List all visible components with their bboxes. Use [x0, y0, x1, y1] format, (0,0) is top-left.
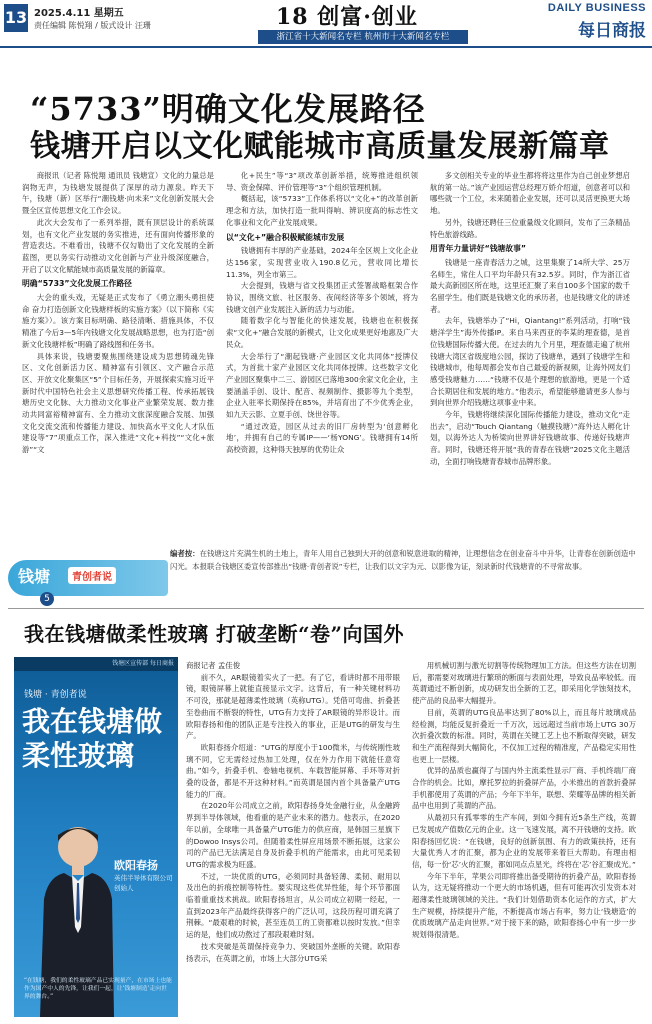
- paragraph: 多文创相关专业的毕业生都将将这里作为自己创业梦想启航的第一站。”该产业园运营总经理万娇介绍道，创意者可以和哪些就一个工位，未来随着企业发展，还可以灵活更换更大场地。: [430, 171, 630, 216]
- paragraph: 用机械切割与激光切割等传统物理加工方法。但这些方法在切割后，都需要对玻璃进行繁琐的断面与表面处理，导致良品率较低。而英谓通过不断创新，成功研发出全新的工艺，即采用化学蚀刻技术，使产品的良品率大幅提升。: [412, 661, 636, 706]
- paragraph: 随着数字化与智能化的快速发展，钱塘也在积极探索“文化+”融合发展的新模式，让文化成果更好地惠及广大民众。: [226, 316, 418, 349]
- masthead-rule: [0, 46, 652, 48]
- section-award-bar: 浙江省十大新闻名专栏 杭州市十大新闻名专栏: [258, 30, 468, 44]
- paragraph: 优异的品质也赢得了与国内外主流柔性显示厂商、手机终端厂商合作的机会。比如，摩托罗拉的折叠屏产品，小米推出的首款折叠屏手机都使用了英谓的产品；今年下半年，联想、荣耀等品牌的相关新品中也用到了英谓的产品。: [412, 766, 636, 811]
- photo-column-tag: 钱塘 · 青创者说: [24, 690, 87, 700]
- paper-name-english: DAILY BUSINESS: [547, 2, 646, 14]
- section-title: 18 创富·创业: [276, 4, 418, 30]
- editor-note-text: 在钱塘这片充满生机的土地上，青年人用自己独到大开的创意和锐意进取的精神，让理想信念在创业奋斗中升华，让青春在创新创造中闪光。本报联合钱塘区委宣传部推出“钱塘·青创者说”专栏，让我们以文字为元、以影像为证，刻录新时代钱塘青的不寻常故事。: [170, 549, 636, 571]
- article1-column-2: [226, 170, 418, 456]
- paragraph: 在2020年公司成立之前，欧阳春扬身处金融行业，从金融跨界到半导体领域，他看重的是产业未来的潜力。他表示，在2020年以前，全球唯一具备量产UTG能力的供应商，是韩国三星旗下的Dowoo Insys公司。但随着柔性屏应用场景不断拓展，这家公司的产品已无法满足自身及折叠手机的产能需求，由此可见柔韧UTG的需求极为旺盛。: [186, 801, 400, 869]
- photo-person-name: 欧阳春扬: [114, 859, 158, 872]
- paragraph: 去年，钱塘举办了“Hi，Qiantang!”系列活动，打响“钱塘洋学生”海外传播IP。来自马来西亚的李某的理查德，是首位钱塘国际传播大使。在过去的九个月里，理查德走遍了杭州钱塘大湾区省级度地公园，探访了钱塘单，遇到了钱塘学生和钱塘城市，他每周都会发布自己最爱的新视频，让海外网友们感受钱塘魅力……“钱塘不仅是个理想的旅游地，更是一个适合长期居住和发展的地方。”他表示，希望能够邀请更多人参与到向世界介绍钱塘这项事业中来。: [430, 316, 630, 408]
- editor-credits: 责任编辑 陈悦翔 / 版式设计 汪珊: [34, 21, 151, 30]
- photo-person-company: 英伟半导体有限公司: [114, 874, 173, 882]
- banner-title: 钱塘: [18, 567, 51, 586]
- paragraph: 大会的重头戏，无疑是正式发布了《勇立潮头勇担使命 奋力打造创新文化钱塘样板的实施方案》（以下简称《实施方案》）。该方案目标明确、路径清晰、措施具体，不仅精准了今后3—5年内钱塘文化发展战略思想，也为打造“创新文化钱塘样板”明确了路线图和任务书。: [22, 293, 214, 349]
- photo-slogan-line-1: 我在钱塘做: [22, 705, 163, 738]
- paragraph: 目前，英谓的UTG良品率达到了80%以上，而且每片玻璃成品经检测，均能反复折叠近一千万次，远远超过当前市场上UTG 30万次折叠次数的标准。同时，英谓在关键工艺上也不断取得突破，研发和生产流程得到大幅简化，不仅加工过程的精准度，产品稳定实用性也更上一层楼。: [412, 707, 636, 764]
- paragraph: 另外，钱塘还聘任三位重量级文化顾问，发布了三条精品特色旅游线路。: [430, 217, 630, 239]
- editor-note-label: 编者按：: [170, 549, 200, 558]
- section-subheading: 明确“5733”文化发展工作路径: [22, 279, 132, 289]
- paragraph: 技术突破是英谓保持竞争力、突破国外垄断的关键。欧阳春扬表示，在英谓之前，市场上大部分UTG采: [186, 941, 400, 963]
- paragraph: 前不久，AR眼镜着实火了一把。有了它，看讲时都不用带眼镜，眼镜屏幕上就能直接显示文字。这背后，有一种关键材料功不可没，那就是超薄柔性玻璃（英称UTG）。凭借可弯曲、折叠甚至卷曲而不断裂的特性，UTG有力支持了AR眼镜的异形设计。而欧阳春扬和他的团队正是专注投入的事业，正是UTG的研发与生产。: [186, 672, 400, 741]
- feature-photo-poster: [14, 657, 178, 1017]
- main-headline: [30, 90, 630, 166]
- headline-line-1: “5733”明确文化发展路径: [30, 90, 426, 128]
- issue-date: 2025.4.11 星期五: [34, 8, 124, 19]
- paragraph: 概括起，该“5733”工作体系将以“文化+”的改革创新理念和方法，加快打造一批叫得响、辨识度高的标志性文化事业和文化产业发展成果。: [226, 194, 418, 227]
- page-number: 13: [4, 4, 28, 32]
- paragraph: 今年下半年，苹果公司即将推出备受期待的折叠产品，欧阳春扬认为，这无疑将推动一个更大的市场机遇，但有可能再次引发资本对超薄柔性玻璃领域的关注。“我们计划借助资本化运作的方式，扩大生产规模，持续提升产能，不断提高市场占有率，努力让‘钱塘造’的优质玻璃产品走向世界。”对于接下来的路，欧阳春扬心中有一步一步规划得很清楚。: [412, 871, 636, 940]
- section-subheading: 用青年力量讲好“钱塘故事”: [430, 244, 527, 254]
- paragraph: 钱塘拥有丰厚的产业基础，2024年全区规上文化企业达156家，实现营业收入190.8亿元，营收同比增长11.3%，列全市第三。: [226, 246, 418, 279]
- paragraph: 化+民生”等“3”项改革创新举措，统筹推进组织领导、资金保障、评价管理等“3”个组织管理机制。: [226, 171, 418, 192]
- photo-person-role: 创始人: [114, 884, 134, 892]
- paragraph: 不过，一块优质的UTG，必须同时具备轻薄、柔韧、耐用以及出色的折痕控制等特性。要实现这些优异性能，每个环节都面临着重重技术挑战。欧阳春扬坦言，从公司成立初期一经起，一直到2023年产品最终获得客户的广泛认可，这段历程可谓充满了荆棘。“最艰难的时候，甚至连员工的工资都难以按时发放。”但幸运的是，他们成功熬过了那段艰难时刻。: [186, 871, 400, 940]
- paragraph: 欧阳春扬介绍道：“UTG的厚度小于100微米，与传统刚性玻璃不同，它无需经过热加工处理，仅在外力作用下就能任意弯曲。”如今，折叠手机、卷轴电视机、车载智能屏幕、手环等对折叠的设备，都是不开这种材料。”而英谓是国内首个具备量产UTG能力的厂商。: [186, 742, 400, 799]
- paragraph: 大会提到，钱塘与省文投集团正式签署战略框架合作协议，围绕文旅、社区服务、夜间经济等多个领域，将为钱塘文创产业发展注入新的活力与动能。: [226, 281, 418, 314]
- article2-column-1: [186, 660, 400, 964]
- paper-name-chinese: 每日商报: [578, 21, 646, 41]
- banner-issue-badge: 5: [40, 592, 54, 606]
- banner-subtitle: 青创者说: [68, 567, 116, 584]
- feature-headline: 我在钱塘做柔性玻璃 打破垄断“卷”向国外: [24, 622, 404, 646]
- masthead: [0, 0, 652, 44]
- paragraph: 大会举行了“潮起钱塘·产业园区文化共同体”授牌仪式，为首批十家产业园区文化共同体授牌。这些数字文化产业园区聚集中二三、游园区已落地300余家文化企业，主要涵盖手创、设计、配音、视频制作、摄影等九个类型，企业入驻率长期保持在85%，并培育出了不少优秀企业，如九天云影、立夏手创、饶世谷等。: [226, 351, 418, 420]
- section-divider: [8, 608, 644, 609]
- paragraph: 钱塘是一座青春活力之城，这里集聚了14所大学、25万名师生，常住人口平均年龄只有32.5岁。同时，作为浙江省最大高新园区所在地，这里还汇聚了来自100多个国家的数千名留学生。他们既是钱塘文化的承历者，也是钱塘文化的讲述者。: [430, 257, 630, 314]
- paragraph: 商报讯（记者 陈悦翔 通讯员 钱塘宣）文化的力量总是润物无声，为钱塘发展提供了深厚的动力源泉。昨天下午，钱塘（新）区举行“潮钱塘·向未来”文化创新发展大会暨全区宣传思想文化工作会议。: [22, 171, 214, 216]
- article1-column-1: [22, 170, 214, 456]
- photo-top-strip: 钱塘区宣传部 每日商报: [14, 657, 178, 671]
- paragraph: 此次大会发布了一系列举措，既有顶层设计的系统谋划，也有文化产业发展的务实推进，还有面向传播形象的营造表达。不难看出，钱塘不仅勾勒出了文化发展的全新蓝图，更以务实行动推动文化创新与产业升级深度融合，开启了以文化赋能城市高质量发展的新篇章。: [22, 217, 214, 274]
- paragraph: “通过改造，园区从过去的旧厂房转型为‘创意孵化地’，并拥有自己的专属IP——‘杨YONG’。钱塘拥有14所高校资源，这种得天独厚的优势让众: [226, 421, 418, 455]
- byline: 商报记者 孟佳俊: [186, 661, 241, 670]
- section-subheading: 以“文化+”融合积极赋能城市发展: [226, 232, 345, 242]
- photo-slogan-line-2: 柔性玻璃: [22, 739, 135, 772]
- paragraph: 从最初只有孤零零的生产车间，到如今拥有近5条生产线，英谓已发展成产值数亿元的企业。这一飞速发展，离不开钱塘的支持。欧阳春扬回忆说：“在钱塘，良好的创新氛围、有力的政策扶持，还有大量优秀人才的汇聚，都为企业的发展带来着巨大帮助。有理由相信，每一份‘芯’火的汇聚，都如同点点星光，终将在‘芯’谷汇聚成光。”: [412, 813, 636, 869]
- article2-column-2: [412, 660, 636, 941]
- article1-column-3: [430, 170, 630, 468]
- editor-note: [170, 548, 640, 574]
- paragraph: 具体来说，钱塘要聚焦围绕建设成为思想铸魂先锋区、文化创新活力区、精神富有引领区、文产融合示范区、开放文化聚集区“5”个目标任务，开展探索实施习近平新时代中国特色社会主义思想研究传播工程、传承拓展钱塘历史文化脉、大力推动文化事业产业繁荣发展、数力推动共同富裕精神富有、全力推动文旅深度融合发展、加强文化交流交流和传播能力建设、加快高水平文化人才队伍建设等“7”项重点工作，深入推进“文化+科技”“文化+旅游”“文: [22, 351, 214, 455]
- headline-line-2: 钱塘开启以文化赋能城市高质量发展新篇章: [30, 129, 610, 164]
- paragraph: 今年，钱塘将继续深化国际传播能力建设，推动文化“走出去”，启动“Touch Qiantang（触摸钱塘）”海外达人孵化计划，以海外达人为桥梁向世界讲好钱塘故事、传递好钱塘声音。同时，钱塘还将开展“我的青春在钱塘”2025文化主题活动，全面打响钱塘青春城市品牌形象。: [430, 410, 630, 466]
- column-banner: [8, 560, 168, 604]
- photo-quote: “在钱塘，我们的柔性玻璃产品已实现量产，在市场上也能作为国产中人的先锋，让我们一起，让‘钱塘制造’走向世界的舞台。”: [24, 978, 172, 1000]
